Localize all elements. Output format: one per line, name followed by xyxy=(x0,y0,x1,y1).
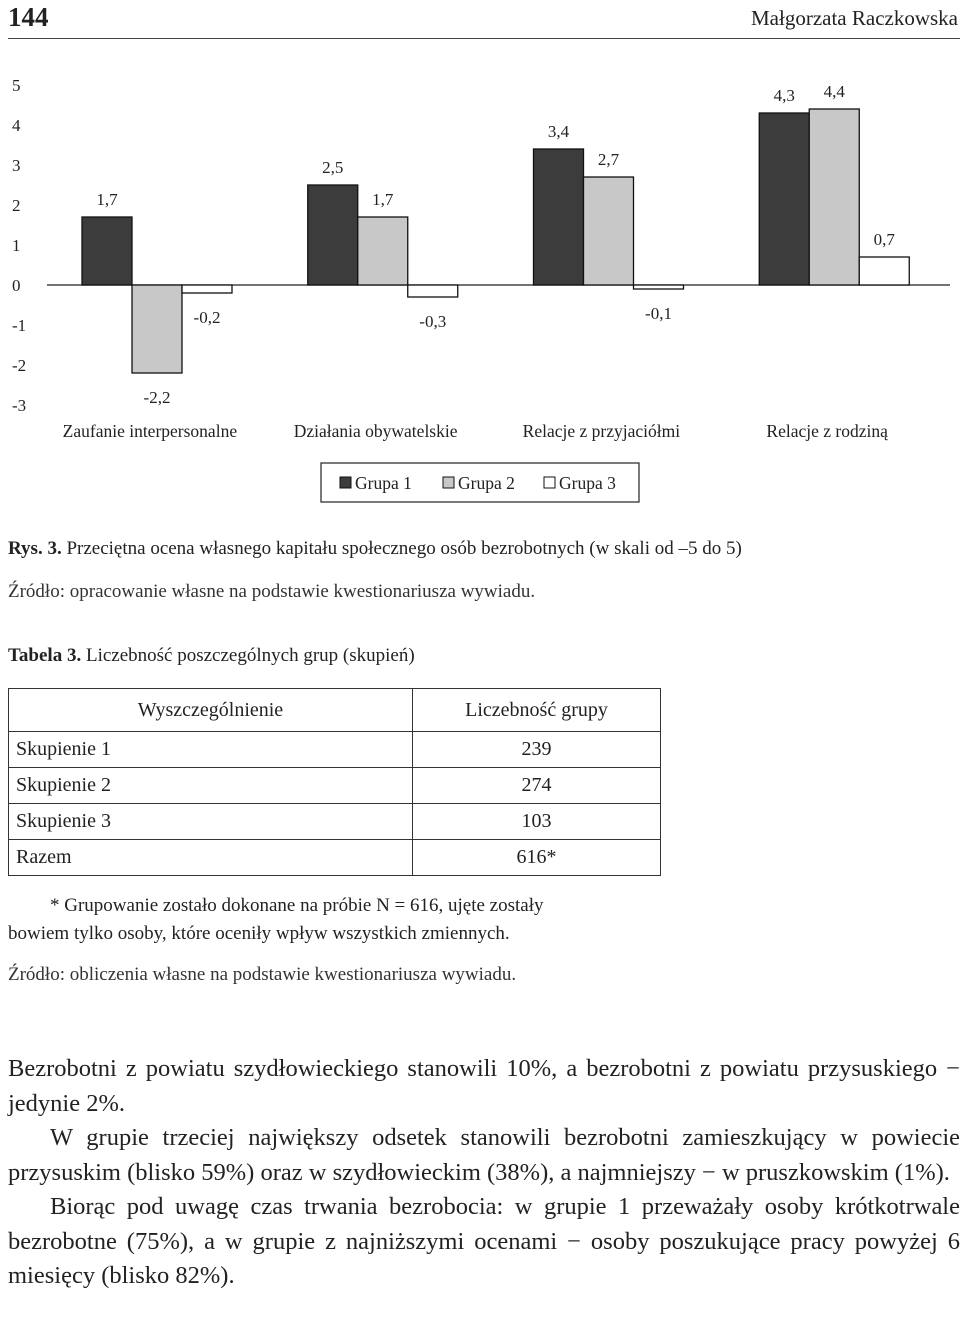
bar xyxy=(132,285,182,373)
data-label: 4,3 xyxy=(773,86,795,105)
figure-label: Rys. 3. xyxy=(8,538,62,559)
table-row xyxy=(9,768,661,804)
table-cell-label: Skupienie 3 xyxy=(9,804,413,840)
bar xyxy=(584,177,634,285)
table-cell-label: Skupienie 1 xyxy=(9,732,413,768)
data-label: -2,2 xyxy=(143,388,171,407)
page-number: 144 xyxy=(8,2,49,32)
data-label: 1,7 xyxy=(96,190,118,209)
data-label: 2,7 xyxy=(597,150,620,169)
figure-caption-text: Przeciętna ocena własnego kapitału społecznego osób bezrobotnych (w skali od –5 do 5) xyxy=(61,538,742,559)
bar xyxy=(859,257,909,285)
y-tick-label: -1 xyxy=(12,316,27,335)
page-header xyxy=(8,0,960,39)
table-footnote-line: bowiem tylko osoby, które oceniły wpływ wszystkich zmiennych. xyxy=(8,923,510,944)
table-header-cell: Liczebność grupy xyxy=(413,689,661,732)
y-tick-label: 1 xyxy=(12,236,21,255)
table-cell-value: 274 xyxy=(413,768,661,804)
bar xyxy=(408,285,458,297)
bar-chart xyxy=(0,60,960,510)
legend-label: Grupa 2 xyxy=(458,473,515,493)
running-author: Małgorzata Raczkowska xyxy=(751,6,958,30)
x-category-label: Zaufanie interpersonalne xyxy=(62,421,238,441)
table-cell-label: Razem xyxy=(9,840,413,876)
y-tick-label: 3 xyxy=(12,156,21,175)
table-cell-label: Skupienie 2 xyxy=(9,768,413,804)
data-label: 0,7 xyxy=(873,230,895,249)
body-text xyxy=(8,1052,960,1294)
table-cell-value: 239 xyxy=(413,732,661,768)
table-header-row xyxy=(9,689,661,732)
table-row xyxy=(9,732,661,768)
bar xyxy=(308,185,358,285)
y-tick-label: 4 xyxy=(12,116,21,135)
legend-swatch xyxy=(340,477,351,488)
y-tick-label: 5 xyxy=(12,76,21,95)
legend-swatch xyxy=(443,477,454,488)
y-tick-label: -2 xyxy=(12,356,27,375)
body-paragraph: W grupie trzeciej największy odsetek stanowili bezrobotni zamieszkujący w powiecie przysuskim (blisko 59%) oraz w szydłowieckim (38%), a najmniejszy − w pruszkowskim (1%). xyxy=(8,1124,960,1186)
data-label: -0,3 xyxy=(419,312,447,331)
table-cell-value: 103 xyxy=(413,804,661,840)
x-category-label: Relacje z rodziną xyxy=(766,421,888,441)
legend-label: Grupa 3 xyxy=(559,473,616,493)
data-label: 4,4 xyxy=(823,82,845,101)
table-row xyxy=(9,840,661,876)
table-row xyxy=(9,804,661,840)
bar xyxy=(809,109,859,285)
table-cell-value: 616* xyxy=(413,840,661,876)
bar xyxy=(82,217,132,285)
data-label: 1,7 xyxy=(372,190,394,209)
legend-swatch xyxy=(544,477,555,488)
bar xyxy=(182,285,232,293)
table-header-cell: Wyszczególnienie xyxy=(9,689,413,732)
figure-caption xyxy=(8,538,742,560)
x-category-label: Działania obywatelskie xyxy=(293,421,458,441)
data-table xyxy=(8,688,661,876)
legend-label: Grupa 1 xyxy=(355,473,412,493)
bar xyxy=(759,113,809,285)
data-label: 2,5 xyxy=(322,158,344,177)
y-tick-label: 0 xyxy=(12,276,21,295)
bar xyxy=(534,149,584,285)
bar xyxy=(358,217,408,285)
table-title: Liczebność poszczególnych grup (skupień) xyxy=(81,645,415,666)
table-source: Źródło: obliczenia własne na podstawie kwestionariusza wywiadu. xyxy=(8,964,517,985)
data-label: -0,1 xyxy=(645,304,672,323)
table-footnote-line: * Grupowanie zostało dokonane na próbie N = 616, ujęte zostały xyxy=(50,895,544,916)
table-caption xyxy=(8,645,415,667)
bar xyxy=(634,285,684,289)
x-category-label: Relacje z przyjaciółmi xyxy=(522,421,681,441)
table-footnote xyxy=(8,892,708,948)
body-paragraph: Biorąc pod uwagę czas trwania bezrobocia: w grupie 1 przeważały osoby krótkotrwale bezrobotne (75%), a w grupie z najniższymi ocenami − osoby poszukujące pracy powyżej 6 miesięcy (blisko 82%). xyxy=(8,1193,960,1289)
data-label: -0,2 xyxy=(193,308,221,327)
table-label: Tabela 3. xyxy=(8,645,82,666)
y-tick-label: 2 xyxy=(12,196,21,215)
body-paragraph: Bezrobotni z powiatu szydłowieckiego stanowili 10%, a bezrobotni z powiatu przysuskiego − jedynie 2%. xyxy=(8,1055,960,1117)
figure-source: Źródło: opracowanie własne na podstawie kwestionariusza wywiadu. xyxy=(8,581,536,602)
data-label: 3,4 xyxy=(547,122,570,141)
y-tick-label: -3 xyxy=(12,396,27,415)
